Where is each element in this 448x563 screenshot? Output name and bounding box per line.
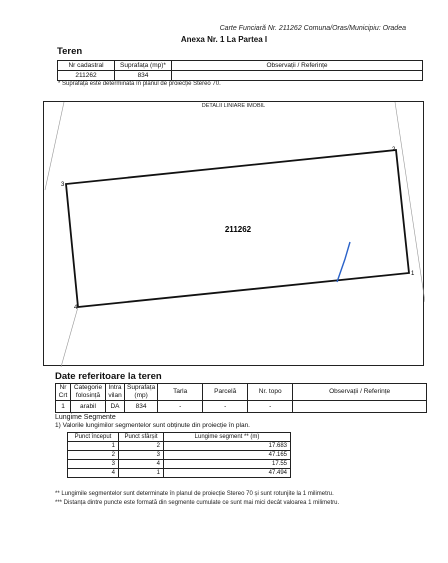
cell-punct-inceput: 4 bbox=[68, 469, 119, 478]
plan-drawing bbox=[43, 101, 424, 366]
col-nr-cadastral: Nr cadastral bbox=[58, 61, 115, 71]
cell-punct-inceput: 3 bbox=[68, 460, 119, 469]
vertex-label-3: 3 bbox=[61, 182, 65, 188]
parcel-label: 211262 bbox=[224, 225, 252, 234]
cell-nr-topo: - bbox=[248, 401, 293, 413]
vertex-label-4: 4 bbox=[74, 305, 78, 311]
teren-footnote: * Suprafața este determinată în planul de proiecție Stereo 70. bbox=[58, 81, 221, 87]
col-observatii: Observații / Referințe bbox=[172, 61, 423, 71]
col-tarla: Tarla bbox=[158, 384, 203, 401]
cell-categorie: arabil bbox=[71, 401, 106, 413]
cell-suprafata: 834 bbox=[125, 401, 158, 413]
neighbor-boundary-line bbox=[45, 102, 64, 190]
table-row bbox=[68, 451, 291, 460]
referitoare-section-title: Date referitoare la teren bbox=[55, 371, 162, 382]
col-punct-sfarsit: Punct sfârșit bbox=[119, 433, 164, 442]
table-row bbox=[68, 442, 291, 451]
cell-observatii bbox=[293, 401, 427, 413]
col-nr-crt: Nr Crt bbox=[56, 384, 71, 401]
segmente-section-title: Lungime Segmente bbox=[55, 414, 116, 421]
annex-title: Anexa Nr. 1 La Partea I bbox=[180, 35, 268, 44]
col-suprafata: Suprafața (mp) bbox=[125, 384, 158, 401]
table-row bbox=[68, 469, 291, 478]
segmente-table bbox=[67, 432, 291, 478]
cell-nr-crt: 1 bbox=[56, 401, 71, 413]
col-suprafata: Suprafața (mp)* bbox=[115, 61, 172, 71]
teren-section-title: Teren bbox=[57, 46, 83, 57]
col-lungime: Lungime segment ** (m) bbox=[164, 433, 291, 442]
referitoare-header-row bbox=[56, 384, 427, 401]
cell-suprafata: 834 bbox=[115, 71, 172, 81]
cell-punct-sfarsit: 1 bbox=[119, 469, 164, 478]
cell-punct-sfarsit: 3 bbox=[119, 451, 164, 460]
col-observatii: Observații / Referințe bbox=[293, 384, 427, 401]
col-punct-inceput: Punct început bbox=[68, 433, 119, 442]
segmente-header-row bbox=[68, 433, 291, 442]
cell-punct-sfarsit: 4 bbox=[119, 460, 164, 469]
referitoare-data-row bbox=[56, 401, 427, 413]
referitoare-table bbox=[55, 383, 427, 413]
carte-funciara-header: Carte Funciară Nr. 211262 Comuna/Oras/Municipiu: Oradea bbox=[219, 25, 406, 32]
table-row bbox=[68, 460, 291, 469]
col-nr-topo: Nr. topo bbox=[248, 384, 293, 401]
teren-data-row bbox=[58, 71, 423, 81]
neighbor-boundary-line bbox=[395, 102, 425, 302]
col-parcela: Parcelă bbox=[203, 384, 248, 401]
cell-parcela: - bbox=[203, 401, 248, 413]
cell-lungime: 47.494 bbox=[164, 469, 291, 478]
cell-lungime: 17.55 bbox=[164, 460, 291, 469]
parcel-svg bbox=[44, 102, 425, 367]
col-categorie: Categorie folosință bbox=[71, 384, 106, 401]
vertex-label-2: 2 bbox=[392, 147, 396, 153]
plan-title: DETALII LINIARE IMOBIL bbox=[201, 103, 266, 109]
cell-tarla: - bbox=[158, 401, 203, 413]
vertex-label-1: 1 bbox=[411, 271, 415, 277]
cell-lungime: 47.165 bbox=[164, 451, 291, 460]
cell-lungime: 17.683 bbox=[164, 442, 291, 451]
segmente-footnote-2: *** Distanța dintre puncte este formată din segmente cumulate ce sunt mai mici decât valoarea 1 milimetru. bbox=[55, 500, 340, 506]
interior-line bbox=[337, 242, 350, 282]
cell-punct-sfarsit: 2 bbox=[119, 442, 164, 451]
segmente-subtitle: 1) Valorile lungimilor segmentelor sunt obținute din proiecție în plan. bbox=[55, 422, 250, 429]
cell-punct-inceput: 1 bbox=[68, 442, 119, 451]
cell-nr-cadastral: 211262 bbox=[58, 71, 115, 81]
cell-observatii bbox=[172, 71, 423, 81]
segmente-footnote-1: ** Lungimile segmentelor sunt determinate în planul de proiecție Stereo 70 și sunt rotunjite la 1 milimetru. bbox=[55, 491, 334, 497]
teren-table bbox=[57, 60, 423, 81]
cell-intravilan: DA bbox=[106, 401, 125, 413]
neighbor-boundary-line bbox=[61, 307, 78, 367]
cell-punct-inceput: 2 bbox=[68, 451, 119, 460]
col-intravilan: Intra vilan bbox=[106, 384, 125, 401]
teren-header-row bbox=[58, 61, 423, 71]
